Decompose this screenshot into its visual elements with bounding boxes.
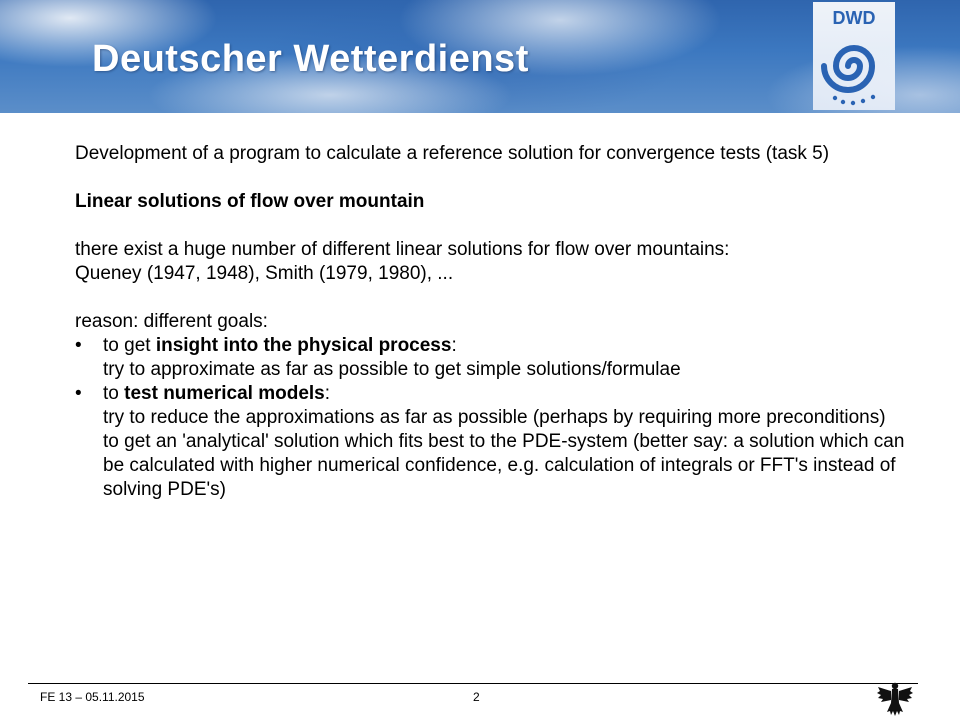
slide-body: [75, 142, 905, 502]
bullet-title: [103, 334, 905, 358]
bullet-prefix: to: [103, 383, 125, 404]
reason-line: reason: different goals:: [75, 311, 268, 332]
bullet-item: [75, 382, 905, 502]
bullet-bold-text: test numerical models: [124, 383, 325, 404]
bullet-icon: •: [75, 383, 82, 404]
slide-header: [0, 0, 960, 113]
bullet-icon: •: [75, 335, 82, 356]
bullet-bold-text: insight into the physical process: [155, 335, 452, 356]
logo-text: DWD: [832, 8, 876, 28]
bullet-prefix: to get: [103, 335, 156, 356]
footer-date: FE 13 – 05.11.2015: [40, 690, 145, 704]
page-number: 2: [473, 690, 480, 704]
bullet-item: [75, 334, 905, 382]
dwd-logo-icon: [813, 2, 895, 110]
spacer: [75, 166, 905, 190]
spacer: [75, 286, 905, 310]
footer-divider: [28, 683, 918, 684]
intro-paragraph: Development of a program to calculate a reference solution for convergence tests (task 5): [75, 143, 830, 164]
bullet-title: [103, 382, 905, 406]
brand-title: Deutscher Wetterdienst: [92, 38, 529, 80]
paragraph-line: Queney (1947, 1948), Smith (1979, 1980), ...: [75, 263, 454, 284]
paragraph-line: there exist a huge number of different linear solutions for flow over mountains:: [75, 239, 730, 260]
bullet-detail: try to reduce the approximations as far as possible (perhaps by requiring more preconditions) to get an 'analytical' solution which fits best to the PDE-system (better say: a solution which can be calculated with higher numerical confidence, e.g. calculation of integrals or FFT's instead of solving PDE's): [103, 407, 905, 500]
bullet-suffix: :: [324, 383, 331, 404]
section-heading: Linear solutions of flow over mountain: [75, 191, 425, 212]
bullet-detail: try to approximate as far as possible to get simple solutions/formulae: [103, 359, 681, 380]
spacer: [75, 214, 905, 238]
bullet-suffix: :: [451, 335, 457, 356]
federal-eagle-icon: [875, 679, 915, 719]
